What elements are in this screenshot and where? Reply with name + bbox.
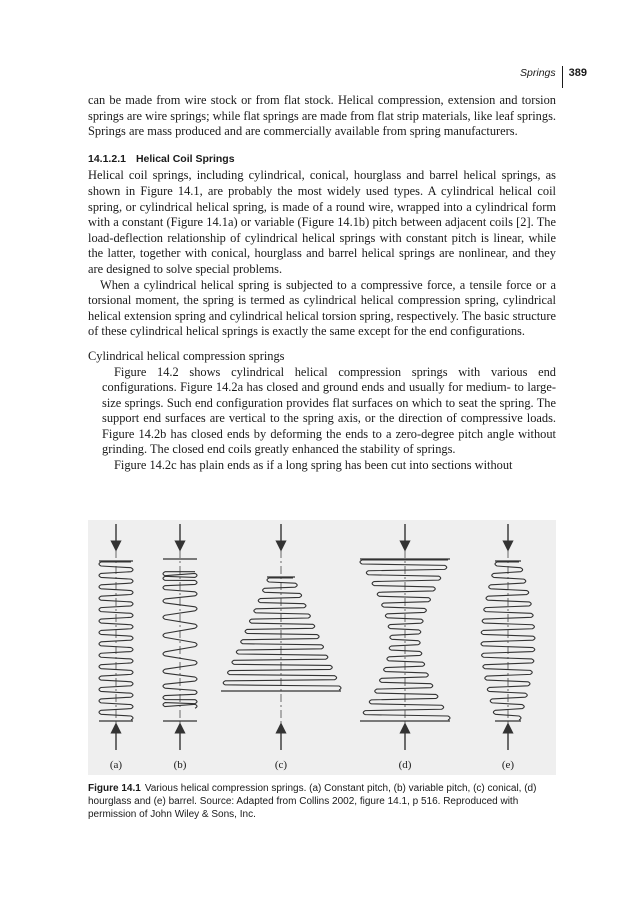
- body-text: [88, 93, 556, 474]
- subheading: Cylindrical helical compression springs: [88, 348, 285, 363]
- caption-label: Figure 14.1: [88, 783, 141, 794]
- paragraph-1: can be made from wire stock or from flat stock. Helical compression, extension and torsion springs are wire springs; while flat springs are made from flat strip materials, like leaf springs. Springs are mass produced and are commercially available from spring manufacturers.: [88, 93, 556, 139]
- figure-caption: [88, 782, 558, 822]
- section-heading-title: Helical Coil Springs: [135, 152, 235, 165]
- figure-background: [88, 520, 556, 775]
- figure-14-1: [88, 520, 556, 775]
- section-heading: [88, 152, 556, 168]
- running-head: [520, 62, 587, 84]
- panel-label: (d): [398, 759, 412, 771]
- panel-label: (a): [109, 759, 123, 771]
- caption-text: Various helical compression springs. (a) Constant pitch, (b) variable pitch, (c) conical, (d) hourglass and (e) barrel. Source: Adapted from Collins 2002, figure 14.1, p 516. Reproduced with permission of John Wiley & Sons, Inc.: [88, 783, 537, 821]
- section-heading-number: 14.1.2.1: [88, 152, 126, 165]
- springs-illustration: [88, 520, 556, 775]
- page-number: 389: [568, 67, 587, 79]
- paragraph-4: Figure 14.2 shows cylindrical helical compression springs with various end configurations. Figure 14.2a has closed and ground ends and usually for medium- to large-size springs. Such end configuration provides flat surfaces on which to seat the spring. The support end surfaces are vertical to the spring axis, or the direction of compressive loads. Figure 14.2b has closed ends by deforming the ends to a zero-degree pitch angle without grinding. The closed end coils greatly enhanced the stability of springs.: [102, 364, 556, 457]
- panel-label: (c): [274, 759, 288, 771]
- running-head-section: Springs: [520, 67, 556, 79]
- paragraph-3: When a cylindrical helical spring is subjected to a compressive force, a tensile force or a torsional moment, the spring is termed as cylindrical helical compression spring, cylindrical helical extension spring and cylindrical helical torsion spring, respectively. The basic structure of these cylindrical helical springs is exactly the same except for the end configurations.: [88, 277, 556, 339]
- paragraph-5: Figure 14.2c has plain ends as if a long spring has been cut into sections without: [114, 458, 513, 473]
- panel-label: (b): [173, 759, 187, 771]
- panel-label: (e): [501, 759, 515, 771]
- paragraph-2: Helical coil springs, including cylindrical, conical, hourglass and barrel helical springs, as shown in Figure 14.1, are probably the most widely used types. A cylindrical helical coil spring, or cylindrical helical spring, is made of a round wire, wrapped into a cylindrical form with a constant (Figure 14.1a) or variable (Figure 14.1b) pitch between adjacent coils [2]. The load-deflection relationship of cylindrical helical springs with constant pitch is linear, while the latter, together with conical, hourglass and barrel helical springs are nonlinear, and they are designed to solve special problems.: [88, 168, 556, 276]
- running-head-divider: [562, 66, 563, 88]
